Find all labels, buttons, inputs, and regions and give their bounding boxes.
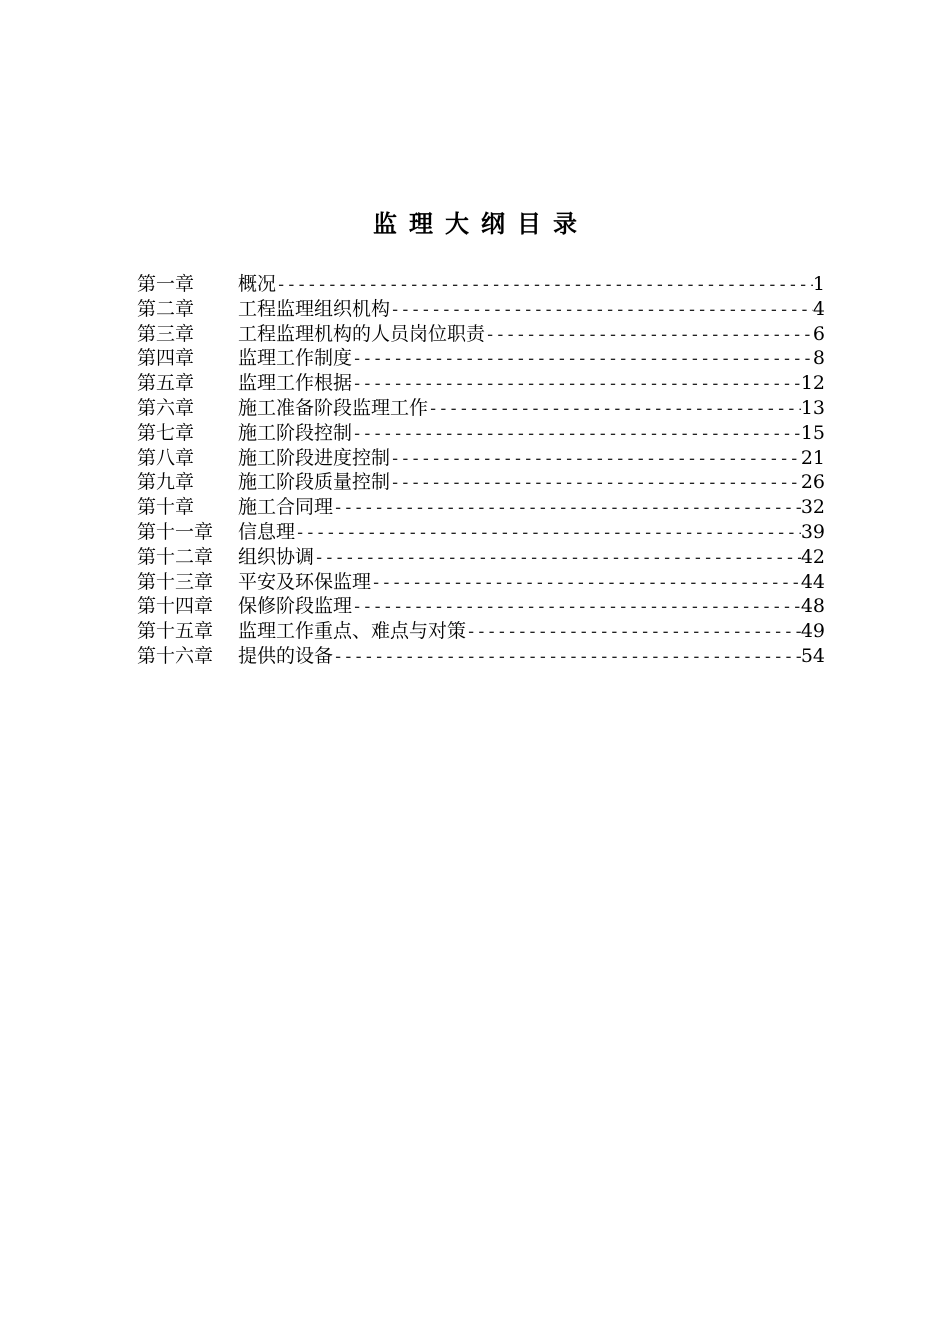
toc-page-number: 49	[800, 620, 825, 643]
toc-page-number: 44	[800, 570, 825, 593]
toc-chapter-number: 第十五章	[137, 620, 214, 643]
toc-entry[interactable]	[137, 570, 825, 595]
toc-dash-leader	[352, 595, 801, 619]
toc-dash-leader	[333, 645, 801, 669]
toc-chapter-title: 监理工作制度	[238, 347, 353, 370]
toc-chapter-title: 监理工作重点、难点与对策	[238, 620, 467, 643]
toc-page-number: 48	[800, 595, 825, 618]
toc-chapter-number: 第一章	[137, 273, 195, 295]
toc-page-number: 54	[800, 644, 825, 667]
toc-chapter-title: 提供的设备	[238, 644, 334, 667]
toc-chapter-title: 监理工作根据	[238, 372, 353, 395]
toc-entry[interactable]	[137, 545, 825, 570]
toc-entry[interactable]	[137, 297, 825, 322]
toc-chapter-number: 第九章	[137, 471, 195, 494]
toc-page-number: 6	[812, 322, 825, 345]
toc-chapter-number: 第四章	[137, 347, 195, 370]
toc-page-number: 39	[800, 520, 825, 543]
toc-entry[interactable]	[137, 470, 825, 495]
toc-dash-leader	[466, 620, 801, 644]
toc-dash-leader	[276, 273, 813, 297]
toc-entry[interactable]	[137, 396, 825, 421]
toc-chapter-number: 第十二章	[137, 545, 214, 568]
toc-chapter-number: 第五章	[137, 372, 195, 395]
toc-page-number: 4	[812, 297, 825, 320]
toc-page-number: 15	[800, 421, 825, 444]
toc-entry[interactable]	[137, 446, 825, 471]
toc-entry[interactable]	[137, 346, 825, 371]
toc-entry[interactable]	[137, 495, 825, 520]
toc-chapter-number: 第三章	[137, 322, 195, 345]
toc-page-number: 1	[812, 273, 825, 295]
toc-page-number: 21	[800, 446, 825, 469]
toc-dash-leader	[428, 397, 801, 421]
toc-chapter-number: 第十三章	[137, 570, 214, 593]
toc-page-number: 8	[812, 347, 825, 370]
toc-dash-leader	[390, 447, 801, 471]
toc-dash-leader	[333, 496, 801, 520]
toc-dash-leader	[390, 298, 813, 322]
toc-chapter-title: 概况	[238, 273, 277, 295]
toc-dash-leader	[314, 546, 801, 570]
toc-chapter-number: 第七章	[137, 421, 195, 444]
toc-entry[interactable]	[137, 644, 825, 669]
toc-chapter-title: 施工阶段进度控制	[238, 446, 391, 469]
toc-chapter-title: 施工阶段控制	[238, 421, 353, 444]
toc-chapter-title: 信息理	[238, 520, 296, 543]
toc-entry[interactable]	[137, 619, 825, 644]
document-title: 监理大纲目录	[373, 210, 589, 238]
toc-entry[interactable]	[137, 594, 825, 619]
toc-entry[interactable]	[137, 322, 825, 347]
toc-chapter-title: 工程监理组织机构	[238, 297, 391, 320]
toc-chapter-number: 第八章	[137, 446, 195, 469]
table-of-contents	[137, 272, 825, 669]
toc-chapter-title: 平安及环保监理	[238, 570, 372, 593]
toc-entry[interactable]	[137, 520, 825, 545]
toc-chapter-number: 第十一章	[137, 520, 214, 543]
toc-dash-leader	[390, 471, 801, 495]
toc-entry[interactable]	[137, 272, 825, 297]
toc-dash-leader	[352, 422, 801, 446]
toc-chapter-number: 第二章	[137, 297, 195, 320]
toc-chapter-number: 第六章	[137, 396, 195, 419]
toc-dash-leader	[352, 347, 813, 371]
toc-dash-leader	[485, 323, 813, 347]
toc-dash-leader	[352, 372, 801, 396]
toc-page-number: 32	[800, 496, 825, 519]
toc-entry[interactable]	[137, 421, 825, 446]
toc-page-number: 26	[800, 471, 825, 494]
toc-chapter-title: 施工准备阶段监理工作	[238, 396, 429, 419]
toc-chapter-title: 保修阶段监理	[238, 595, 353, 618]
toc-chapter-title: 工程监理机构的人员岗位职责	[238, 322, 486, 345]
toc-entry[interactable]	[137, 371, 825, 396]
toc-dash-leader	[295, 521, 801, 545]
toc-chapter-title: 施工阶段质量控制	[238, 471, 391, 494]
toc-chapter-title: 施工合同理	[238, 496, 334, 519]
toc-page-number: 42	[800, 545, 825, 568]
toc-chapter-number: 第十章	[137, 496, 195, 519]
toc-dash-leader	[371, 571, 801, 595]
toc-chapter-title: 组织协调	[238, 545, 315, 568]
toc-page-number: 12	[800, 372, 825, 395]
toc-chapter-number: 第十四章	[137, 595, 214, 618]
toc-chapter-number: 第十六章	[137, 644, 214, 667]
toc-page-number: 13	[800, 396, 825, 419]
